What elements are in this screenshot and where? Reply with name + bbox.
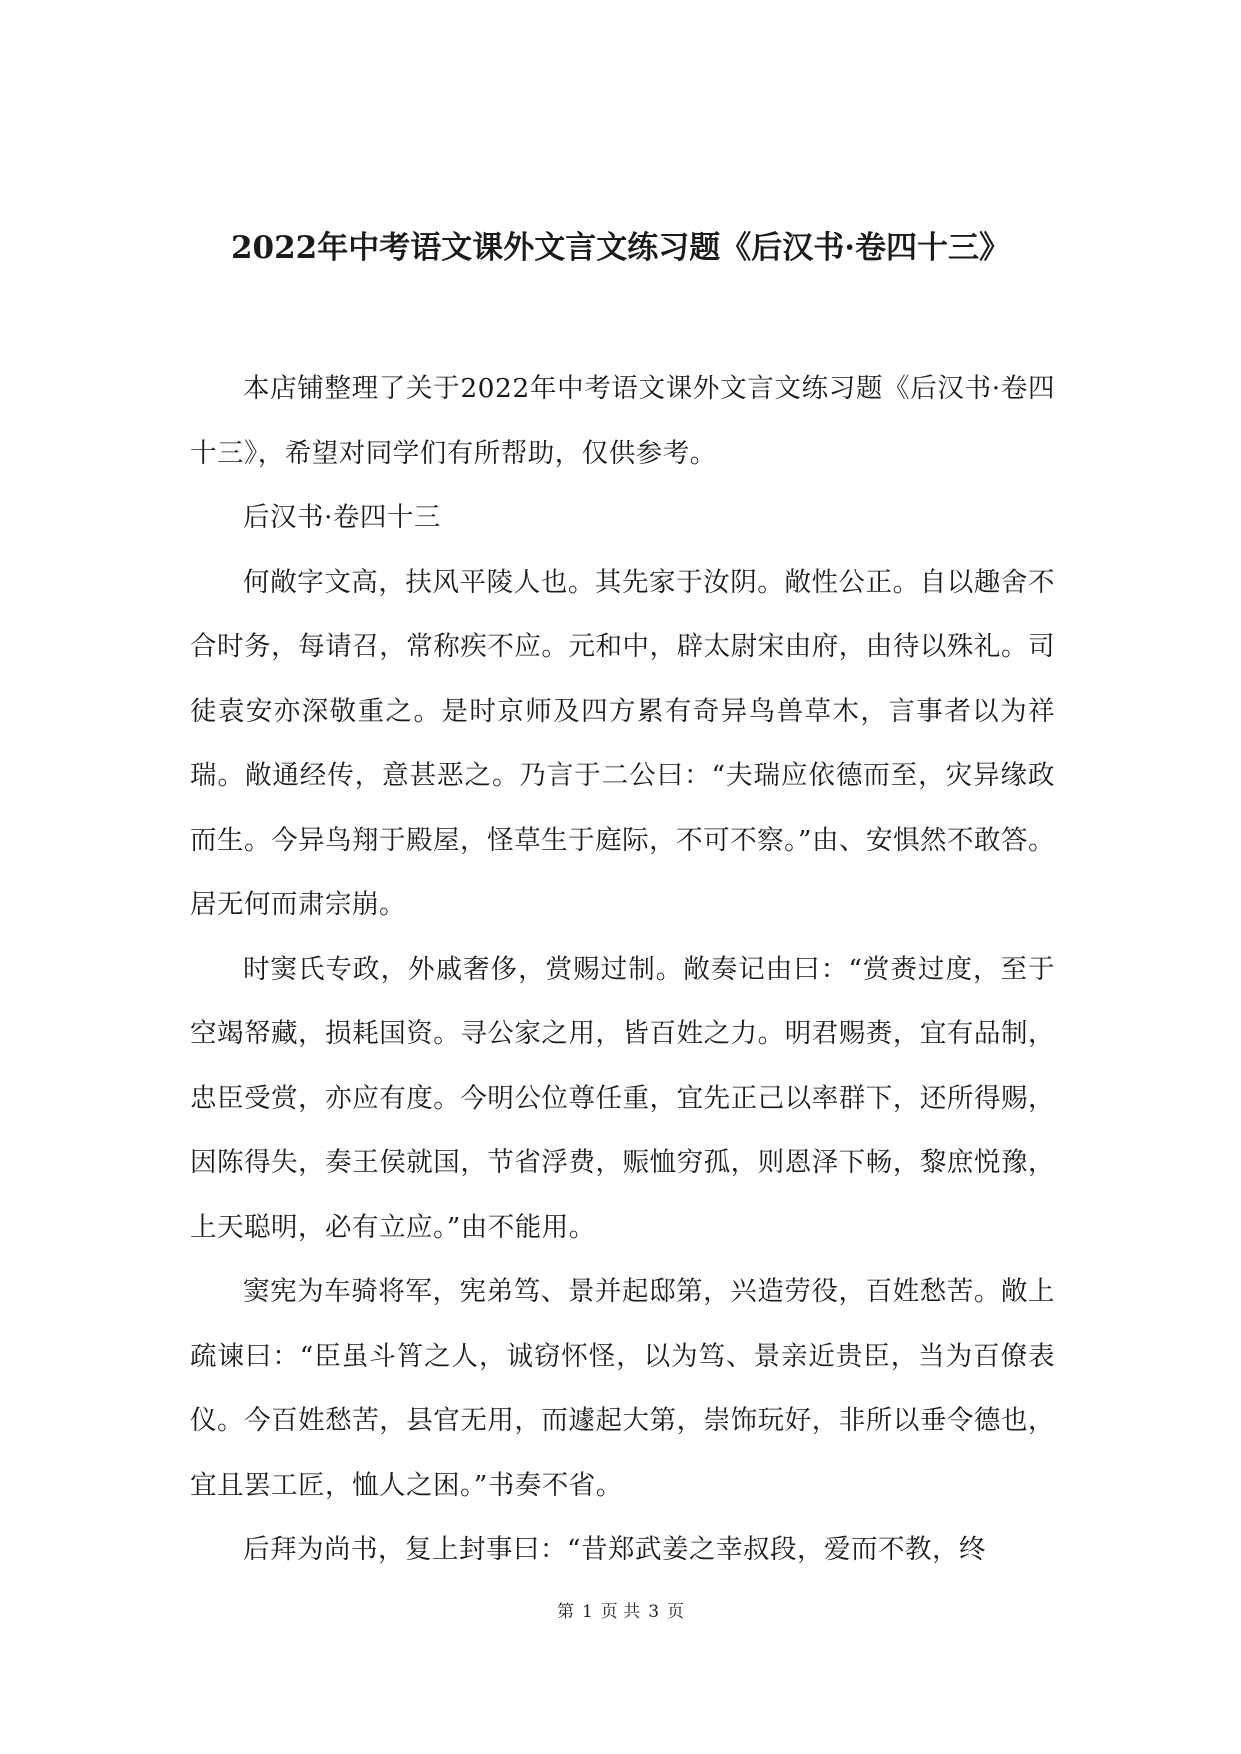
footer-middle: 页 共 (600, 1602, 641, 1622)
page-footer (0, 1600, 1241, 1624)
document-body (190, 357, 1055, 1583)
paragraph: 何敞字文高，扶风平陵人也。其先家于汝阴。敞性公正。自以趣舍不合时务，每请召，常称疾不应。元和中，辟太尉宋由府，由待以殊礼。司徒袁安亦深敬重之。是时京师及四方累有奇异鸟兽草木，言事者以为祥瑞。敞通经传，意甚恶之。乃言于二公曰：“夫瑞应依德而至，灾异缘政而生。今异鸟翔于殿屋，怪草生于庭际，不可不察。”由、安惧然不敢答。居无何而肃宗崩。 (190, 566, 1055, 920)
paragraph: 后拜为尚书，复上封事曰：“昔郑武姜之幸叔段，爱而不教，终 (243, 1534, 987, 1565)
paragraph: 窦宪为车骑将军，宪弟笃、景并起邸第，兴造劳役，百姓愁苦。敞上疏谏曰：“臣虽斗筲之人，诚窃怀怪，以为笃、景亲近贵臣，当为百僚表仪。今百姓愁苦，县官无用，而遽起大第，崇饰玩好，非所以垂令德也，宜且罢工匠，恤人之困。”书奏不省。 (190, 1276, 1055, 1501)
footer-page-number: 1 (581, 1602, 593, 1622)
paragraph-intro: 本店铺整理了关于2022年中考语文课外文言文练习题《后汉书·卷四十三》，希望对同学们有所帮助，仅供参考。 (190, 373, 1055, 469)
footer-suffix: 页 (667, 1602, 685, 1622)
footer-total-pages: 3 (648, 1602, 660, 1622)
footer-prefix: 第 (556, 1602, 574, 1622)
paragraph: 时窦氏专政，外戚奢侈，赏赐过制。敞奏记由曰：“赏赉过度，至于空竭帑藏，损耗国资。寻公家之用，皆百姓之力。明君赐赉，宜有品制，忠臣受赏，亦应有度。今明公位尊任重，宜先正己以率群下，还所得赐，因陈得失，奏王侯就国，节省浮费，赈恤穷孤，则恩泽下畅，黎庶悦豫，上天聪明，必有立应。”由不能用。 (190, 953, 1055, 1243)
paragraph-section-heading: 后汉书·卷四十三 (243, 502, 441, 533)
document-title: 2022年中考语文课外文言文练习题《后汉书·卷四十三》 (230, 230, 1011, 266)
